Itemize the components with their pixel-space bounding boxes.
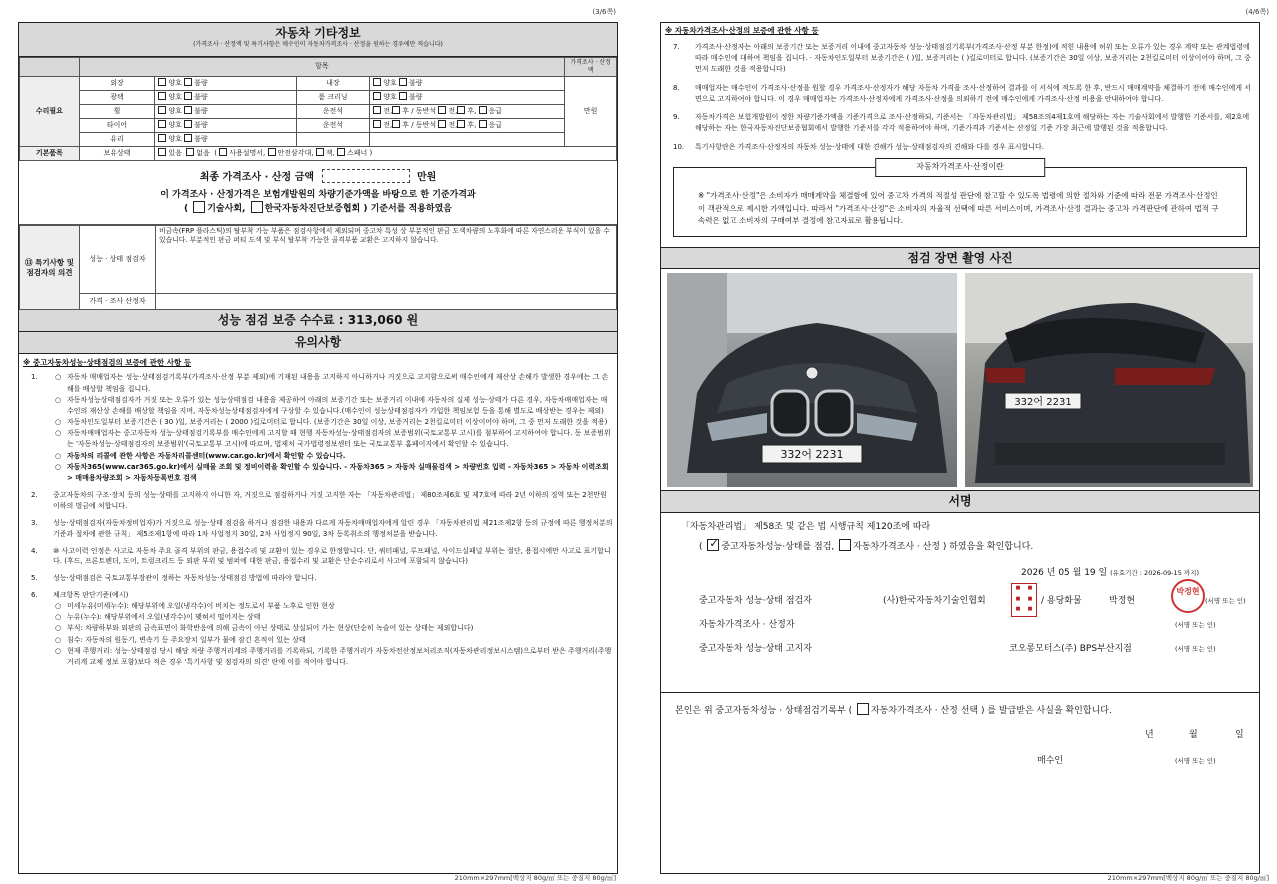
photo-area bbox=[661, 269, 1259, 491]
sign-or-seal-note: (서명 또는 인) bbox=[1205, 596, 1246, 605]
appraisal-section-title: ※ 자동차가격조사·산정의 보증에 관한 사항 등 bbox=[665, 26, 819, 35]
tire-options: 양호 불량 bbox=[155, 119, 296, 133]
triangle-checkbox[interactable] bbox=[268, 148, 276, 156]
final-price-unit: 만원 bbox=[416, 172, 437, 184]
wheel-position-options: 전, 후 / 동반석 전, 후, 응급 bbox=[370, 105, 565, 119]
signature-confirm-line: ( ✓ 중고자동차성능·상태를 점검, 자동차가격조사 · 산정 ) 하였음을 확인합니다. bbox=[699, 536, 1034, 552]
sign-or-seal-note: (서명 또는 인) bbox=[1175, 620, 1216, 629]
final-price-section bbox=[19, 161, 617, 225]
row-interior-label: 내장 bbox=[296, 77, 370, 91]
right-page-frame bbox=[660, 22, 1260, 874]
appraisal-item-10: 10. 특기사항란은 가격조사·산정자의 자동차 성능·상태에 대한 견해가 성능·상태점검자의 견해와 다를 경우 표시합니다. bbox=[673, 143, 1044, 152]
good-checkbox[interactable] bbox=[158, 92, 166, 100]
engineer-society-checkbox[interactable] bbox=[193, 201, 205, 213]
receipt-day-label: 일 bbox=[1235, 729, 1244, 740]
notice-item-6: 6. 체크항목 판단기준(예시) ○ 미세누유(미세누수): 해당부위에 오일(냉각수)이 비치는 정도로서 부품 노후로 인한 현상 ○ 누유(누수): 해당부위에서 오일(냉각수)이 맺혀서 떨어지는 상태 ○ 부식: 차량하부와 외판의 금속표면이 화학반응에 의해 금속이 아닌 상태로 상실되어 가는 현상(단순히 녹슬어 있는 상태는 제외합니다) ○ 침수: 자동차의 원동기, 변속기 등 주요장치 일부가 물에 잠긴 흔적이 있는 상태 ○ 현재 주행거리: 성능·상태점검 당시 해당 차량 주행거리계의 주행거리를 기록하되, 기록한 주행거리가 자동차전산정보처리조직(자동차관리정보시스템)으로부터 받은 주행거리(주행거리계 교체 정보 포함)보다 적은 경우 '특기사항 및 점검자의 의견' 란에 이를 적어야 합니다. bbox=[23, 590, 613, 668]
appraiser-opinion-text[interactable] bbox=[156, 294, 617, 310]
notice-item-3: 3. 성능·상태점검자(자동차정비업자)가 거짓으로 성능·상태 점검을 하거나 점검한 내용과 다르게 자동차매매업자에게 알린 경우 「자동차관리법 제21조제2항 등의 규정에 따른 행정처분의 기준과 절차에 관한 규칙」 제5조제1항에 따라 1차 사업정지 30일, 2차 사업정지 90일, 3차 등록취소의 행정처분을 받습니다. bbox=[31, 518, 613, 538]
glass-options: 양호 불량 bbox=[155, 133, 296, 147]
right-page bbox=[643, 0, 1277, 884]
price-unit: 만원 bbox=[565, 77, 617, 147]
basic-status-label: 보유상태 bbox=[79, 147, 155, 161]
left-page-frame bbox=[18, 22, 618, 874]
notice-item-5: 5. 성능·상태점검은 국토교통부장관이 정하는 자동차성능·상태점검 방법에 따라야 합니다. bbox=[31, 574, 317, 583]
notice-sub: ○ 현재 주행거리: 성능·상태점검 당시 해당 차량 주행거리계의 주행거리를 기록하되, 기록한 주행거리가 자동차전산정보처리조직(자동차관리정보시스템)으로부터 받은 주행거리(주행거리계 교체 정보 포함)보다 적은 경우 '특기사항 및 점검자의 의견' 란에 이를 적어야 합니다. bbox=[55, 646, 612, 666]
page-footer: 210mm×297mm[백상지 80g/㎡ 또는 중질지 80g/㎡] bbox=[1107, 874, 1269, 883]
notice-sub: ○ 자동차의 리콜에 관한 사항은 자동차리콜센터(www.car.go.kr)에서 확인할 수 있습니다. bbox=[55, 451, 346, 460]
appraisal-item-9: 9. 자동차가격은 보험개발원이 정한 차량기준가액을 기준가격으로 조사·산정하되, 기준서는 「자동차관리법」 제58조의4제1호에 해당하는 자는 기술사회에서 발행한 기준서를, 제2호에 해당하는 자는 한국자동차진단보증협회에서 발행한 기준서를 각각 적용하여야 하며, 기준가격과 기준서는 산정일 기준 가장 최근에 발행된 것을 적용합니다. bbox=[673, 113, 1250, 133]
final-price-input[interactable] bbox=[322, 169, 410, 183]
basic-items-label: 기본품목 bbox=[20, 147, 80, 161]
appraisal-select-checkbox[interactable] bbox=[857, 703, 869, 715]
vehicle-info-table bbox=[19, 57, 617, 161]
row-gloss-label: 광택 bbox=[79, 91, 155, 105]
bad-checkbox[interactable] bbox=[184, 120, 192, 128]
special-notes-label: ⑬ 특기사항 및 점검자의 의견 bbox=[20, 226, 80, 310]
notice-sub: ○ 자동차매매업자는 중고자동차 성능·상태점검기록부를 매수인에게 고지할 때 현행 자동차성능·상태점검자의 보증범위(국토교통부 고시)를 첨부하여 고지하여야 합니다. 동 보증범위는 '자동차성능·상태점검자의 보증범위'(국토교통부 고시)에 따르며, 법제처 국가법령정보센터 또는 국토교통부 홈페이지에서 확인할 수 있습니다. bbox=[55, 429, 611, 449]
rear-checkbox[interactable] bbox=[457, 106, 465, 114]
row-glass-label: 유리 bbox=[79, 133, 155, 147]
page-number: (3/6쪽) bbox=[592, 8, 616, 16]
basic-items-options: 있음 없음 ( 사용설명서, 안전삼각대, 잭, 스패너 ) bbox=[155, 147, 617, 161]
manual-checkbox[interactable] bbox=[219, 148, 227, 156]
emergency-checkbox[interactable] bbox=[479, 120, 487, 128]
has-checkbox[interactable] bbox=[158, 148, 166, 156]
jack-checkbox[interactable] bbox=[316, 148, 324, 156]
diagnosis-association-checkbox[interactable] bbox=[251, 201, 263, 213]
rear-car-illustration bbox=[965, 273, 1253, 487]
bad-checkbox[interactable] bbox=[399, 78, 407, 86]
room-cleaning-options: 양호 불량 bbox=[370, 91, 565, 105]
price-appraisal-checkbox[interactable] bbox=[839, 539, 851, 551]
rear-plate-text: 332어 2231 bbox=[1014, 396, 1072, 408]
inspector-opinion-label: 성능 · 상태 점검자 bbox=[80, 226, 156, 294]
row-tire-label: 타이어 bbox=[79, 119, 155, 133]
notice-item-4: 4. ⑩ 사고이력 인정은 사고로 자동차 주요 골격 부위의 판금, 용접수리 및 교환이 있는 경우로 한정합니다. 단, 쿼터패널, 루프패널, 사이드실패널 부위는 절단, 용접시에만 사고로 표기합니다. (후드, 프론트펜더, 도어, 트렁크리드 등 외판 부위 및 범퍼에 대한 판금, 용접수리 및 교환은 단순수리로서 사고에 포함되지 않습니다) bbox=[31, 546, 611, 566]
none-checkbox[interactable] bbox=[186, 148, 194, 156]
good-checkbox[interactable] bbox=[373, 78, 381, 86]
notice-item-1: 1. ○ 자동차 매매업자는 성능·상태점검기록부(가격조사·산정 부분 제외)에 기재된 내용을 고지하지 아니하거나 거짓으로 고지함으로써 매수인에게 재산상 손해가 발생한 경우에는 그 손해를 배상할 책임을 집니다. ○ 자동차성능상태점검자가 거짓 또는 오류가 있는 성능상태점검 내용을 제공하여 아래의 보증기간 또는 보증거리 이내에 자동차의 실제 성능·상태가 다른 경우, 자동차매매업자는 매수인의 재산상 손해를 배상할 책임을 지며, 자동차성능상태점검자에게 구상할 수 있습니다.(매수인이 성능상태점검자가 가입한 책임보험 등을 통해 별도로 배상받는 경우는 제외) ○ 자동차인도일부터 보증기간은 ( 30 )일, 보증거리는 ( 2000 )킬로미터로 합니다. (보증기간은 30일 이상, 보증거리는 2천킬로미터 이상이어야 하며, 그 중 먼저 도래한 것을 적용) ○ 자동차매매업자는 중고자동차 성능·상태점검기록부를 매수인에게 고지할 때 현행 자동차성능·상태점검자의 보증범위(국토교통부 고시)를 첨부하여 고지하여야 합니다. 동 보증범위는 '자동차성능·상태점검자의 보증범위'(국토교통부 고시)에 따르며, 법제처 국가법령정보센터 또는 국토교통부 홈페이지에서 확인할 수 있습니다. ○ 자동차의 리콜에 관한 사항은 자동차리콜센터(www.car.go.kr)에서 확인할 수 있습니다. ○ 자동차365(www.car365.go.kr)에서 실매물 조회 및 정비이력을 확인할 수 있습니다. - 자동차365 > 자동차 실매물검색 > 차량번호 입력 - 자동차365 > 자동차 이력조회 > 매매용차량조회 > 자동차등록번호 검색 bbox=[23, 372, 613, 484]
notice-sub: ○ 자동차365(www.car365.go.kr)에서 실매물 조회 및 정비이력을 확인할 수 있습니다. - 자동차365 > 자동차 실매물검색 > 차량번호 입력 - 자동차365 > 자동차 이력조회 > 매매용차량조회 > 자동차등록번호 검색 bbox=[55, 462, 609, 482]
appraisal-item-7: 7. 가격조사·산정자는 아래의 보증기간 또는 보증거리 이내에 중고자동차 성능·상태점검기록부(가격조사·산정 부분 한정)에 적힌 내용에 허위 또는 오류가 있는 경우 계약 또는 관계법령에 따라 매수인에 대하여 책임을 집니다. · 자동차인도일부터 보증기간은 ( )일, 보증거리는 ( )킬로미터로 합니다. (보증기간은 30일 이상, 보증거리는 2천킬로미터 이상이어야 하며, 그 중 먼저 도래한 것을 적용합니다) bbox=[673, 43, 1251, 73]
header-price: 가격조사 · 산정액 bbox=[565, 58, 617, 77]
notice-sub: ○ 자동차 매매업자는 성능·상태점검기록부(가격조사·산정 부분 제외)에 기재된 내용을 고지하지 아니하거나 거짓으로 고지함으로써 매수인에게 재산상 손해가 발생한 경우에는 그 손해를 배상할 책임을 집니다. bbox=[55, 373, 609, 393]
buyer-label: 매수인 bbox=[1037, 755, 1064, 766]
left-page bbox=[0, 0, 638, 884]
notice-sub: ○ 자동차인도일부터 보증기간은 ( 30 )일, 보증거리는 ( 2000 )킬로미터로 합니다. (보증기간은 30일 이상, 보증거리는 2천킬로미터 이상이어야 하며, 그 중 먼저 도래한 것을 적용) bbox=[55, 418, 608, 427]
receipt-year-label: 년 bbox=[1145, 729, 1154, 740]
header-item: 항목 bbox=[79, 58, 564, 77]
rear-checkbox[interactable] bbox=[392, 106, 400, 114]
notifier-name: 코오롱모터스(주) BPS부산지점 bbox=[1009, 643, 1132, 654]
bad-checkbox[interactable] bbox=[184, 78, 192, 86]
signature-section-title: 서명 bbox=[661, 491, 1259, 513]
receipt-month-label: 월 bbox=[1189, 729, 1198, 740]
good-checkbox[interactable] bbox=[158, 134, 166, 142]
row-exterior-label: 외장 bbox=[79, 77, 155, 91]
front-checkbox[interactable] bbox=[438, 120, 446, 128]
appraisal-item-8: 8. 매매업자는 매수인이 가격조사·산정을 원할 경우 가격조사·산정자가 해당 자동차 가격을 조사·산정하여 결과를 이 서식에 적도록 한 후, 반드시 매매계약을 체결하기 전에 매수인에게 서면으로 고지하여야 합니다. 이 경우 매매업자는 가격조사·산정자에게 가격조사·산정을 의뢰하기 전에 매수인에게 가격조사·산정 비용을 안내하여야 합니다. bbox=[673, 83, 1252, 103]
row-driver-seat-label: 운전석 bbox=[296, 105, 370, 119]
bad-checkbox[interactable] bbox=[184, 134, 192, 142]
rear-inspection-photo bbox=[965, 273, 1253, 487]
rear-checkbox[interactable] bbox=[457, 120, 465, 128]
appraisal-warranty-section bbox=[661, 23, 1259, 153]
performance-check-checkbox[interactable]: ✓ bbox=[709, 536, 719, 550]
good-checkbox[interactable] bbox=[158, 120, 166, 128]
notice-sub: ○ 부식: 차량하부와 외판의 금속표면이 화학반응에 의해 금속이 아닌 상태로 상실되어 가는 현상(단순히 녹슬어 있는 상태는 제외합니다) bbox=[55, 624, 474, 633]
page-subtitle: (가격조사 · 산정액 및 특기사항은 매수인이 자동차가격조사 · 산정을 원하는 경우에만 적습니다) bbox=[193, 41, 443, 49]
front-inspection-photo bbox=[667, 273, 957, 487]
final-price-label: 최종 가격조사 · 산정 금액 bbox=[199, 172, 315, 184]
notice-item-2: 2. 중고자동차의 구조·장치 등의 성능·상태를 고지하지 아니한 자, 거짓으로 점검하거나 거짓 고지한 자는 「자동차관리법」 제80조제6호 및 제7호에 따라 2년 이하의 징역 또는 2천만원 이하의 벌금에 처합니다. bbox=[31, 491, 607, 511]
inspector-label: 중고자동차 성능·상태 점검자 bbox=[699, 595, 812, 606]
front-plate-text: 332어 2231 bbox=[780, 447, 844, 461]
inspector-opinion-text: 비금속(FRP 플라스틱)의 탈부착 가능 부품은 점검사항에서 제외되며 중고차 특성 상 부분적인 판금 도색차량의 노후화에 따른 자연스러운 부식이 있을 수 있습니다. 부분적인 판금 퍼티 도색 및 부식 탈부착 가능한 골격부품 교환은 고지하지 않습니다. bbox=[156, 226, 617, 294]
emergency-checkbox[interactable] bbox=[479, 106, 487, 114]
appraisal-definition-box bbox=[673, 161, 1247, 237]
price-basis-line: 이 가격조사 · 산정가격은 보험개발원의 차량기준가액을 바탕으로 한 기준가격과 bbox=[160, 189, 476, 200]
price-basis-options: ( 기술사회, 한국자동차진단보증협회 ) 기준서를 적용하였음 bbox=[19, 201, 617, 215]
notice-body bbox=[19, 354, 617, 668]
tire-position-options: 전, 후 / 동반석 전, 후, 응급 bbox=[370, 119, 565, 133]
inspector-stamp: 박정현 bbox=[1171, 579, 1205, 613]
good-checkbox[interactable] bbox=[373, 92, 381, 100]
organization-seal: ■ ■ ■ ■ ■ ■ bbox=[1011, 583, 1037, 617]
notifier-label: 중고자동차 성능·상태 고지자 bbox=[699, 643, 812, 654]
notice-subtitle: ※ 중고자동차성능·상태점검의 보증에 관한 사항 등 bbox=[23, 358, 192, 368]
bad-checkbox[interactable] bbox=[184, 106, 192, 114]
signature-section bbox=[661, 513, 1259, 693]
notice-sub: ○ 자동차성능상태점검자가 거짓 또는 오류가 있는 성능상태점검 내용을 제공하여 아래의 보증기간 또는 보증거리 이내에 자동차의 실제 성능·상태가 다른 경우, 자동차매매업자는 매수인의 재산상 손해를 배상할 책임을 지며, 자동차성능상태점검자에게 구상할 수 있습니다.(매수인이 성능상태점검자가 가입한 책임보험 등을 통해 별도로 배상받는 경우는 제외) bbox=[55, 395, 608, 415]
notice-sub: ○ 미세누유(미세누수): 해당부위에 오일(냉각수)이 비치는 정도로서 부품 노후로 인한 현상 bbox=[55, 601, 335, 610]
interior-options: 양호 불량 bbox=[370, 77, 565, 91]
good-checkbox[interactable] bbox=[158, 78, 166, 86]
row-wheel-label: 휠 bbox=[79, 105, 155, 119]
good-checkbox[interactable] bbox=[158, 106, 166, 114]
front-checkbox[interactable] bbox=[373, 106, 381, 114]
page-number: (4/6쪽) bbox=[1245, 8, 1269, 16]
page-title-bar bbox=[19, 23, 617, 57]
photo-section-title: 점검 장면 촬영 사진 bbox=[661, 247, 1259, 269]
bad-checkbox[interactable] bbox=[184, 92, 192, 100]
receipt-text: 본인은 위 중고자동차성능 · 상태점검기록부 ( 자동차가격조사 · 산정 선택 ) 를 발급받은 사실을 확인합니다. bbox=[675, 703, 1112, 717]
appraisal-box-title: 자동차가격조사·산정이란 bbox=[875, 158, 1045, 177]
wheel-options: 양호 불량 bbox=[155, 105, 296, 119]
inspector-name: 박정현 bbox=[1109, 595, 1136, 606]
gloss-options: 양호 불량 bbox=[155, 91, 296, 105]
notice-title: 유의사항 bbox=[19, 332, 617, 354]
bad-checkbox[interactable] bbox=[399, 92, 407, 100]
page-footer: 210mm×297mm[백상지 80g/㎡ 또는 중질지 80g/㎡] bbox=[454, 874, 616, 883]
front-checkbox[interactable] bbox=[373, 120, 381, 128]
row-driver-seat-label-2: 운전석 bbox=[296, 119, 370, 133]
sign-or-seal-note: (서명 또는 인) bbox=[1175, 644, 1216, 653]
inspector-office: / 용당화물 bbox=[1041, 595, 1082, 606]
appraiser-opinion-label: 가격 · 조사 산정자 bbox=[80, 294, 156, 310]
buyer-receipt-section bbox=[661, 693, 1259, 773]
front-checkbox[interactable] bbox=[438, 106, 446, 114]
appraiser-label: 자동차가격조사 · 산정자 bbox=[699, 619, 795, 630]
front-car-illustration bbox=[667, 273, 957, 487]
signature-date: 2026 년 05 월 19 일 (유효기간 : 2026-09-15 까지) bbox=[1021, 567, 1199, 578]
spanner-checkbox[interactable] bbox=[337, 148, 345, 156]
inspector-org: (사)한국자동차기술인협회 bbox=[883, 595, 986, 606]
signature-law-text: 「자동차관리법」 제58조 및 같은 법 시행규칙 제120조에 따라 bbox=[681, 521, 931, 532]
repair-needed-label: 수리필요 bbox=[20, 77, 80, 147]
rear-checkbox[interactable] bbox=[392, 120, 400, 128]
notice-sub: ○ 침수: 자동차의 원동기, 변속기 등 주요장치 일부가 물에 잠긴 흔적이 있는 상태 bbox=[55, 635, 306, 644]
exterior-options: 양호 불량 bbox=[155, 77, 296, 91]
page-title: 자동차 기타정보 bbox=[275, 26, 361, 40]
special-notes-table bbox=[19, 225, 617, 310]
notice-sub: ○ 누유(누수): 해당부위에서 오일(냉각수)이 맺혀서 떨어지는 상태 bbox=[55, 613, 261, 622]
row-room-cleaning-label: 룸 크리닝 bbox=[296, 91, 370, 105]
sign-or-seal-note: (서명 또는 인) bbox=[1175, 756, 1216, 765]
inspection-fee: 성능 점검 보증 수수료 : 313,060 원 bbox=[19, 310, 617, 332]
appraisal-box-text: ※ "가격조사·산정"은 소비자가 매매계약을 체결함에 있어 중고차 가격의 적절성 판단에 참고할 수 있도록 법령에 의한 절차와 기준에 따라 전문 가격조사·산정인이 객관적으로 제시한 가액입니다. 따라서 "가격조사·산정"은 소비자의 자율적 선택에 따른 서비스이며, 가격조사·산정 결과는 중고차 가격판단에 관하여 법적 구속력은 없고 소비자의 구매여부 결정에 참고자료로 활용됩니다. bbox=[698, 190, 1219, 226]
